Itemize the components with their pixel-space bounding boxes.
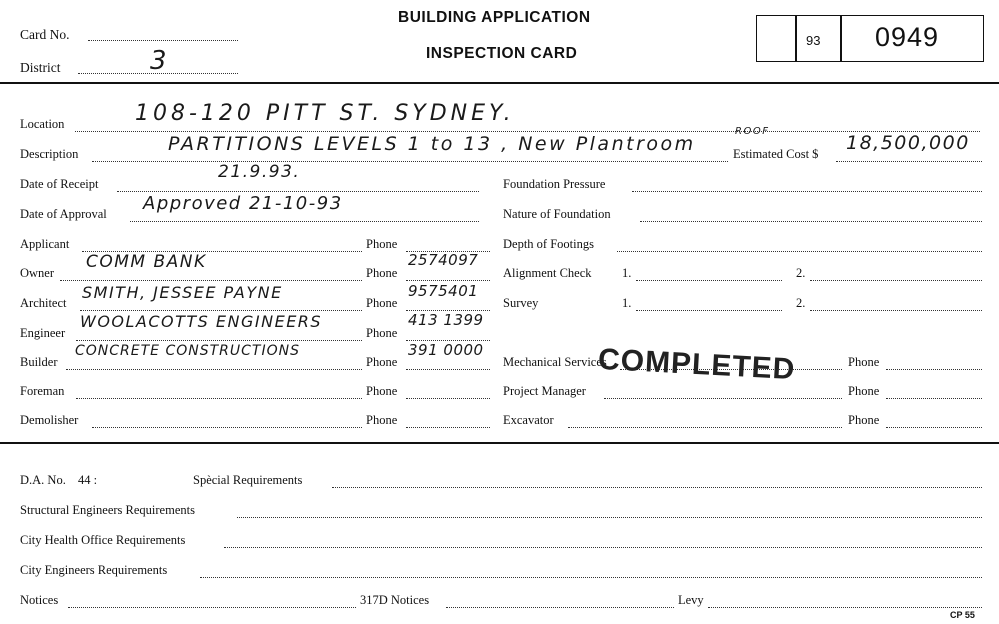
project-manager-label: Project Manager [503,384,586,398]
estimated-cost-field [836,161,982,162]
foreman-field [76,398,362,399]
date-receipt-label: Date of Receipt [20,177,99,191]
architect-value: SMITH, JESSEE PAYNE [82,283,283,302]
nature-foundation-field [640,221,982,222]
card-no-field [88,40,238,41]
mechanical-phone-field [886,369,982,370]
foreman-phone-label: Phone [366,384,398,398]
applicant-label: Applicant [20,237,70,251]
alignment-check-2-label: 2. [796,266,806,280]
builder-phone-value: 391 0000 [408,341,484,359]
engineer-field [76,340,362,341]
survey-1-field [636,310,782,311]
architect-label: Architect [20,296,67,310]
depth-footings-field [617,251,982,252]
foreman-phone-field [406,398,490,399]
ref-number: 0949 [875,22,940,52]
location-label: Location [20,117,65,131]
demolisher-field [92,427,362,428]
completed-stamp: COMPLETED [597,342,797,387]
excavator-phone-field [886,427,982,428]
levy-label: Levy [678,593,704,607]
special-requirements-field [332,487,982,488]
builder-phone-label: Phone [366,355,398,369]
demolisher-label: Demolisher [20,413,79,427]
demolisher-phone-label: Phone [366,413,398,427]
architect-field [80,310,362,311]
builder-phone-field [406,369,490,370]
date-approval-label: Date of Approval [20,207,107,221]
description-note: ROOF [735,126,770,137]
engineer-phone-value: 413 1399 [408,311,484,329]
depth-footings-label: Depth of Footings [503,237,594,251]
owner-label: Owner [20,266,55,280]
district-value: 3 [150,46,169,76]
da-no-label: D.A. No. [20,473,66,487]
date-approval-field [130,221,479,222]
mechanical-label: Mechanical Services [503,355,607,369]
da-no-value: 44 : [78,473,98,487]
owner-field [60,280,362,281]
architect-phone-value: 9575401 [408,282,479,300]
special-requirements-label: Spècial Requirements [193,473,303,487]
applicant-phone-label: Phone [366,237,398,251]
survey-2-label: 2. [796,296,806,310]
city-engineers-requirements-field [200,577,982,578]
form-code: CP 55 [950,610,975,620]
architect-phone-label: Phone [366,296,398,310]
requirements-divider [0,442,999,444]
engineer-value: WOOLACOTTS ENGINEERS [80,312,323,331]
demolisher-phone-field [406,427,490,428]
ref-divider-1 [795,15,797,62]
reference-box [756,15,984,62]
builder-field [66,369,362,370]
engineer-label: Engineer [20,326,66,340]
project-manager-phone-label: Phone [848,384,880,398]
excavator-phone-label: Phone [848,413,880,427]
health-requirements-label: City Health Office Requirements [20,533,186,547]
date-approval-value: Approved 21-10-93 [143,193,343,214]
district-label: District [20,60,61,75]
date-receipt-value: 21.9.93. [218,162,301,182]
description-value: PARTITIONS LEVELS 1 to 13 , New Plantroom [168,133,696,155]
ref-year: 93 [806,33,821,48]
project-manager-phone-field [886,398,982,399]
estimated-cost-label: Estimated Cost $ [733,147,819,161]
nature-foundation-label: Nature of Foundation [503,207,611,221]
estimated-cost-value: 18,500,000 [846,132,970,154]
notices-label: Notices [20,593,59,607]
levy-field [708,607,982,608]
structural-requirements-field [237,517,982,518]
foundation-pressure-label: Foundation Pressure [503,177,606,191]
health-requirements-field [224,547,982,548]
mechanical-phone-label: Phone [848,355,880,369]
header-divider [0,82,999,84]
builder-label: Builder [20,355,58,369]
description-label: Description [20,147,79,161]
foundation-pressure-field [632,191,982,192]
owner-phone-label: Phone [366,266,398,280]
excavator-field [568,427,842,428]
notices-317d-label: 317D Notices [360,593,430,607]
form-title-line2: INSPECTION CARD [426,45,578,62]
survey-2-field [810,310,982,311]
card-no-label: Card No. [20,27,70,42]
alignment-check-1-label: 1. [622,266,632,280]
city-engineers-requirements-label: City Engineers Requirements [20,563,168,577]
alignment-check-label: Alignment Check [503,266,592,280]
structural-requirements-label: Structural Engineers Requirements [20,503,195,517]
ref-divider-2 [840,15,842,62]
description-field [92,161,728,162]
foreman-label: Foreman [20,384,65,398]
date-receipt-field [117,191,479,192]
survey-1-label: 1. [622,296,632,310]
owner-value: COMM BANK [86,252,207,272]
project-manager-field [604,398,842,399]
alignment-check-1-field [636,280,782,281]
form-title-line1: BUILDING APPLICATION [398,9,591,26]
excavator-label: Excavator [503,413,554,427]
engineer-phone-label: Phone [366,326,398,340]
location-value: 108-120 PITT ST. SYDNEY. [135,101,515,126]
notices-317d-field [446,607,674,608]
survey-label: Survey [503,296,539,310]
location-field [75,131,980,132]
owner-phone-value: 2574097 [408,251,479,269]
builder-value: CONCRETE CONSTRUCTIONS [75,343,300,359]
notices-field [68,607,356,608]
owner-phone-field [406,280,490,281]
alignment-check-2-field [810,280,982,281]
